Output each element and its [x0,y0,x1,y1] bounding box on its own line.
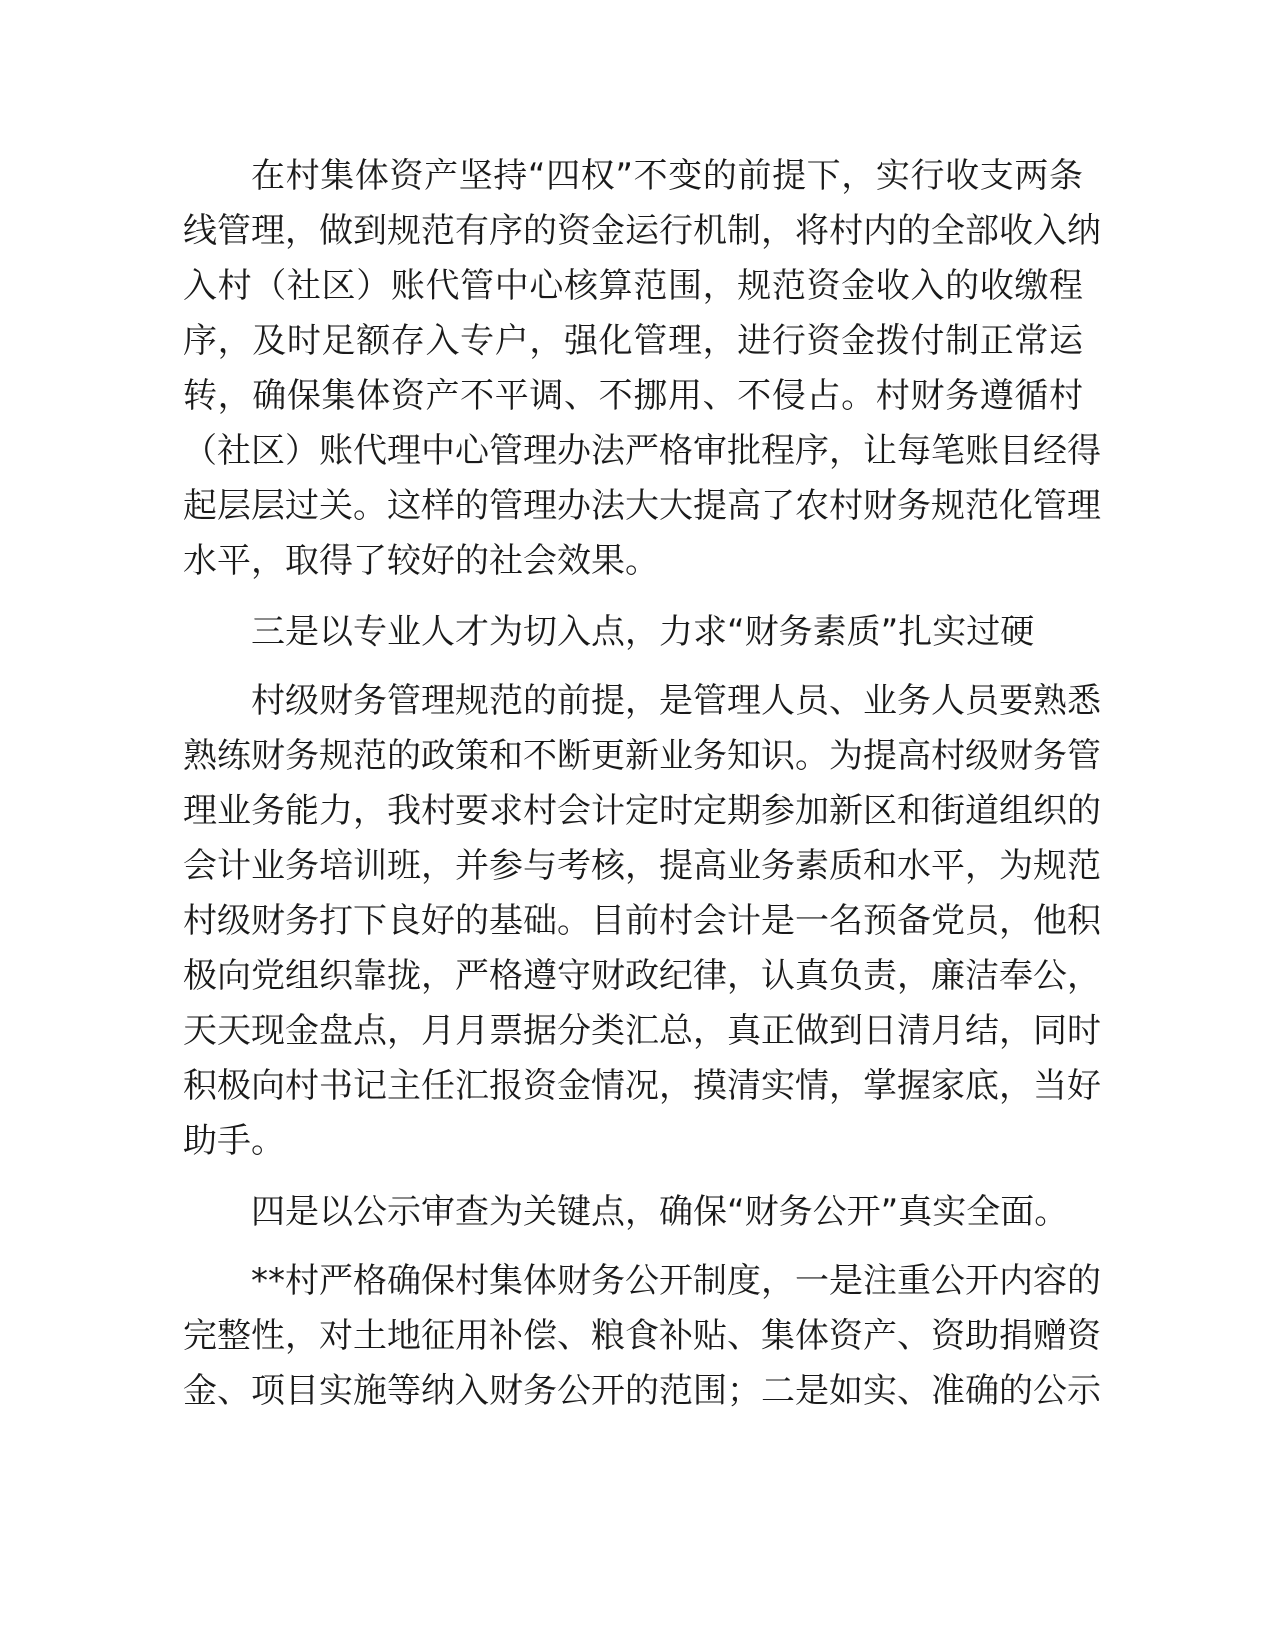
section-heading-line: 四是以公示审查为关键点，确保“财务公开”真实全面。 [251,1192,1069,1232]
text-line: 熟练财务规范的政策和不断更新业务知识。为提高村级财务管 [183,736,1101,776]
text-line: **村严格确保村集体财务公开制度，一是注重公开内容的 [251,1261,1101,1301]
text-line: 村级财务打下良好的基础。目前村会计是一名预备党员，他积 [183,901,1101,941]
text-line: 入村（社区）账代管中心核算范围，规范资金收入的收缴程 [183,266,1083,306]
text-line: 助手。 [183,1121,285,1161]
text-line: 线管理，做到规范有序的资金运行机制，将村内的全部收入纳 [183,211,1101,251]
text-line: （社区）账代理中心管理办法严格审批程序，让每笔账目经得 [183,431,1101,471]
text-line: 完整性，对土地征用补偿、粮食补贴、集体资产、资助捐赠资 [183,1316,1101,1356]
text-line: 序，及时足额存入专户，强化管理，进行资金拨付制正常运 [183,321,1083,361]
section-heading-line: 三是以专业人才为切入点，力求“财务素质”扎实过硬 [251,612,1035,652]
text-line: 转，确保集体资产不平调、不挪用、不侵占。村财务遵循村 [183,376,1083,416]
text-line: 会计业务培训班，并参与考核，提高业务素质和水平，为规范 [183,846,1101,886]
text-line: 金、项目实施等纳入财务公开的范围；二是如实、准确的公示 [183,1371,1101,1411]
text-line: 极向党组织靠拢，严格遵守财政纪律，认真负责，廉洁奉公， [183,956,1101,996]
text-line: 理业务能力，我村要求村会计定时定期参加新区和街道组织的 [183,791,1101,831]
text-line: 村级财务管理规范的前提，是管理人员、业务人员要熟悉 [251,681,1101,721]
text-line: 天天现金盘点，月月票据分类汇总，真正做到日清月结，同时 [183,1011,1101,1051]
text-line: 起层层过关。这样的管理办法大大提高了农村财务规范化管理 [183,486,1101,526]
text-line: 积极向村书记主任汇报资金情况，摸清实情，掌握家底，当好 [183,1066,1101,1106]
text-line: 水平，取得了较好的社会效果。 [183,541,659,581]
text-line: 在村集体资产坚持“四权”不变的前提下，实行收支两条 [251,156,1083,196]
